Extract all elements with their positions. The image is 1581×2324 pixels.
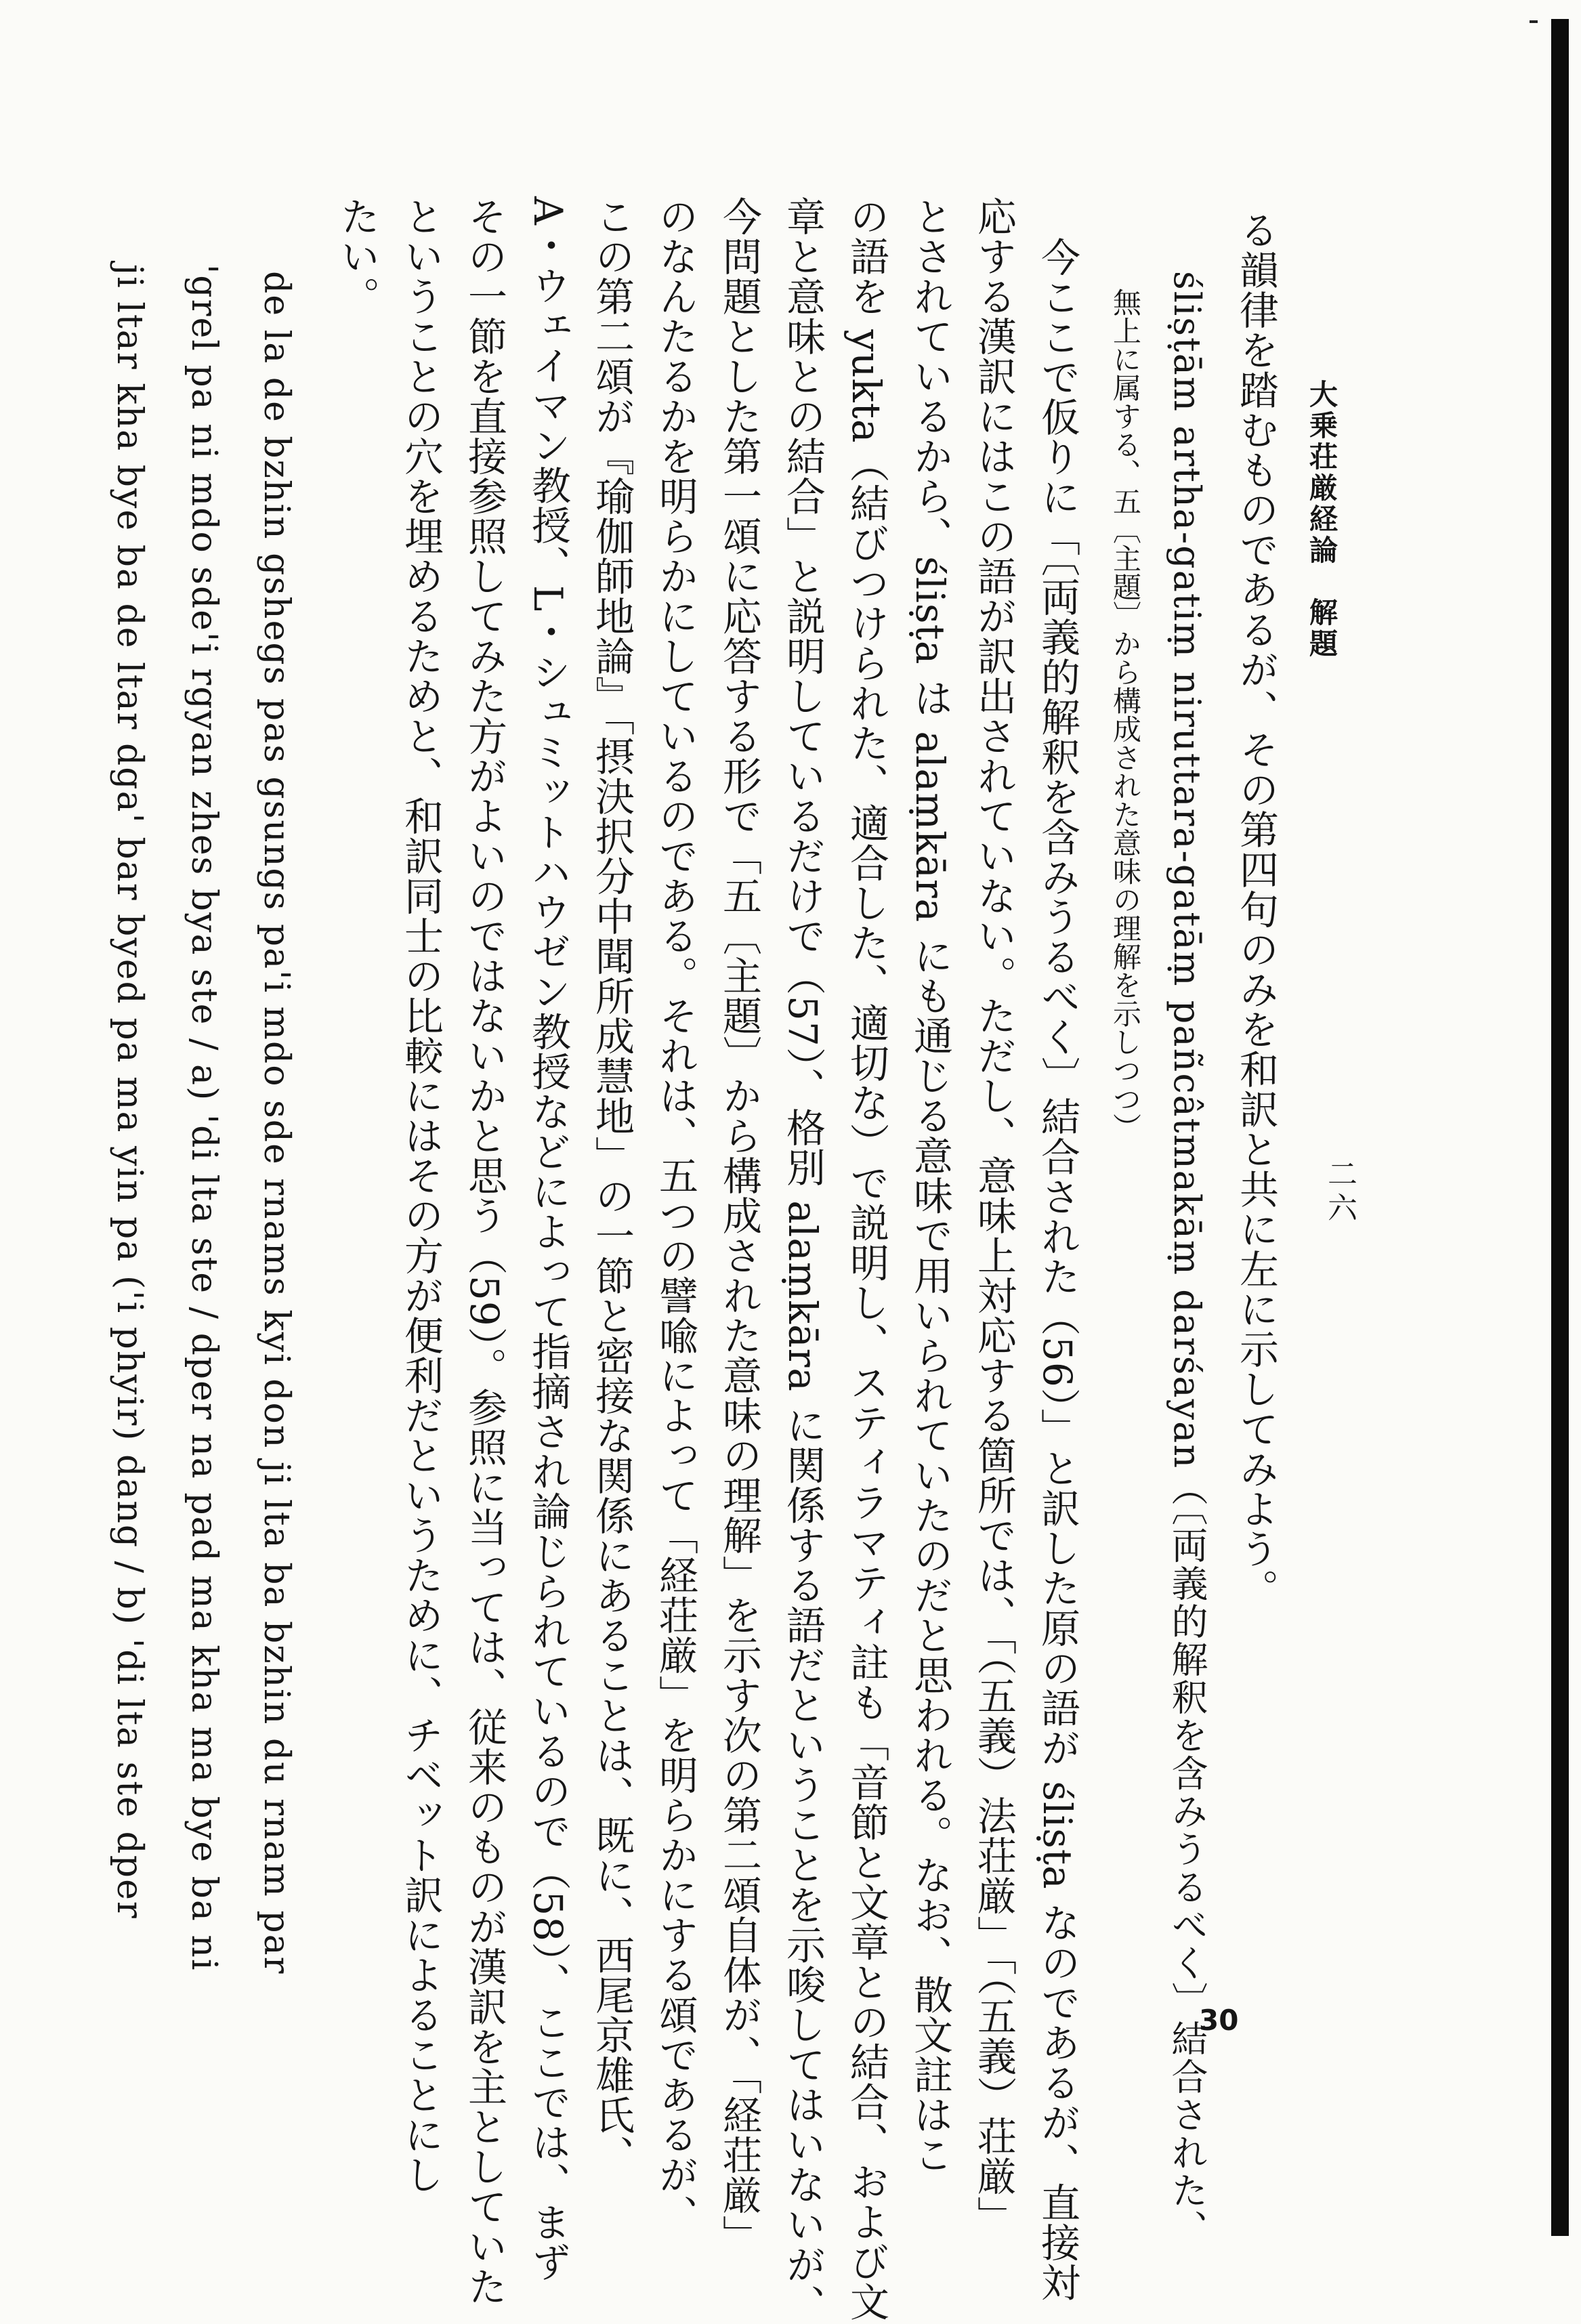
text-line: この第二頌が『瑜伽師地論』「摂決択分中聞所成慧地」の一節と密接な関係にあることは、既に、西尾京雄氏、 bbox=[589, 196, 635, 2175]
text-line: の語を yukta（結びつけられた、適合した、適切な）で説明し、スティラマティ註も「音節と文章との結合、および文 bbox=[843, 196, 889, 2322]
text-line: とされているから、śliṣṭa は alaṃkāra にも通じる意味で用いられていたのだと思われる。なお、散文註はこ bbox=[907, 196, 953, 2175]
text-line: 今ここで仮りに「〔両義的解釈を含みうるべく〕結合された（56）」と訳した原の語が śliṣṭa なのであるが、直接対 bbox=[1034, 237, 1080, 2303]
tibetan-transliteration-line: ji ltar kha bye ba de ltar dga' bar byed pa ma yin pa ('i phyir) dang / b) 'di lta ste dper bbox=[109, 264, 150, 1920]
text-line: 応する漢訳にはこの語が訳出されていない。ただし、意味上対応する箇所では、「（五義）法荘厳」「（五義）荘厳」 bbox=[971, 196, 1017, 2236]
tibetan-transliteration-line: 'grel pa ni mdo sde'i rgyan zhes bya ste / a) 'di lta ste / dper na pad ma kha ma bye ba ni bbox=[184, 264, 224, 1972]
running-head: 大乗荘厳経論 解題 bbox=[1305, 379, 1338, 660]
page-number: 30 bbox=[1199, 2004, 1239, 2037]
verse-translation-line: 無上に属する、五〔主題〕から構成された意味の理解を示しつつ） bbox=[1109, 288, 1142, 1141]
corner-mark bbox=[1530, 20, 1538, 23]
text-line: その一節を直接参照してみた方がよいのではないかと思う（59）。参照に当っては、従来のものが漢訳を主としていた bbox=[461, 196, 507, 2306]
text-line: 章と意味との結合」と説明しているだけで（57）、格別 alaṃkāra に関係する語だということを示唆してはいないが、 bbox=[780, 196, 826, 2324]
text-line: る韻律を踏むものであるが、その第四句のみを和訳と共に左に示してみよう。 bbox=[1233, 210, 1279, 1609]
page-edge-rule bbox=[1551, 19, 1569, 2236]
text-line: ということの穴を埋めるためと、和訳同士の比較にはその方が便利だというために、チベット訳によることにし bbox=[398, 196, 444, 2195]
text-line: A・ウェイマン教授、L・シュミットハウゼン教授などによって指摘され論じられているので（58）、ここでは、まず bbox=[525, 196, 571, 2283]
text-line: たい。 bbox=[334, 196, 380, 316]
tibetan-transliteration-line: de la de bzhin gshegs pas gsungs pa'i mdo sde rnams kyi don ji lta ba bzhin du rnam par bbox=[256, 271, 297, 1975]
page-number-kanji: 二六 bbox=[1322, 1158, 1357, 1226]
text-line: 今問題とした第一頌に応答する形で「五〔主題〕から構成された意味の理解」を示す次の第二頌自体が、「経荘厳」 bbox=[716, 196, 762, 2255]
text-line: のなんたるかを明らかにしているのである。それは、五つの譬喩によって「経荘厳」を明らかにする頌であるが、 bbox=[652, 196, 698, 2235]
sanskrit-verse-line: śliṣṭām artha-gatiṃ niruttara-gatāṃ pañcâtmakāṃ darśayan（〔両義的解釈を含みうるべく〕結合された、 bbox=[1166, 271, 1208, 2248]
